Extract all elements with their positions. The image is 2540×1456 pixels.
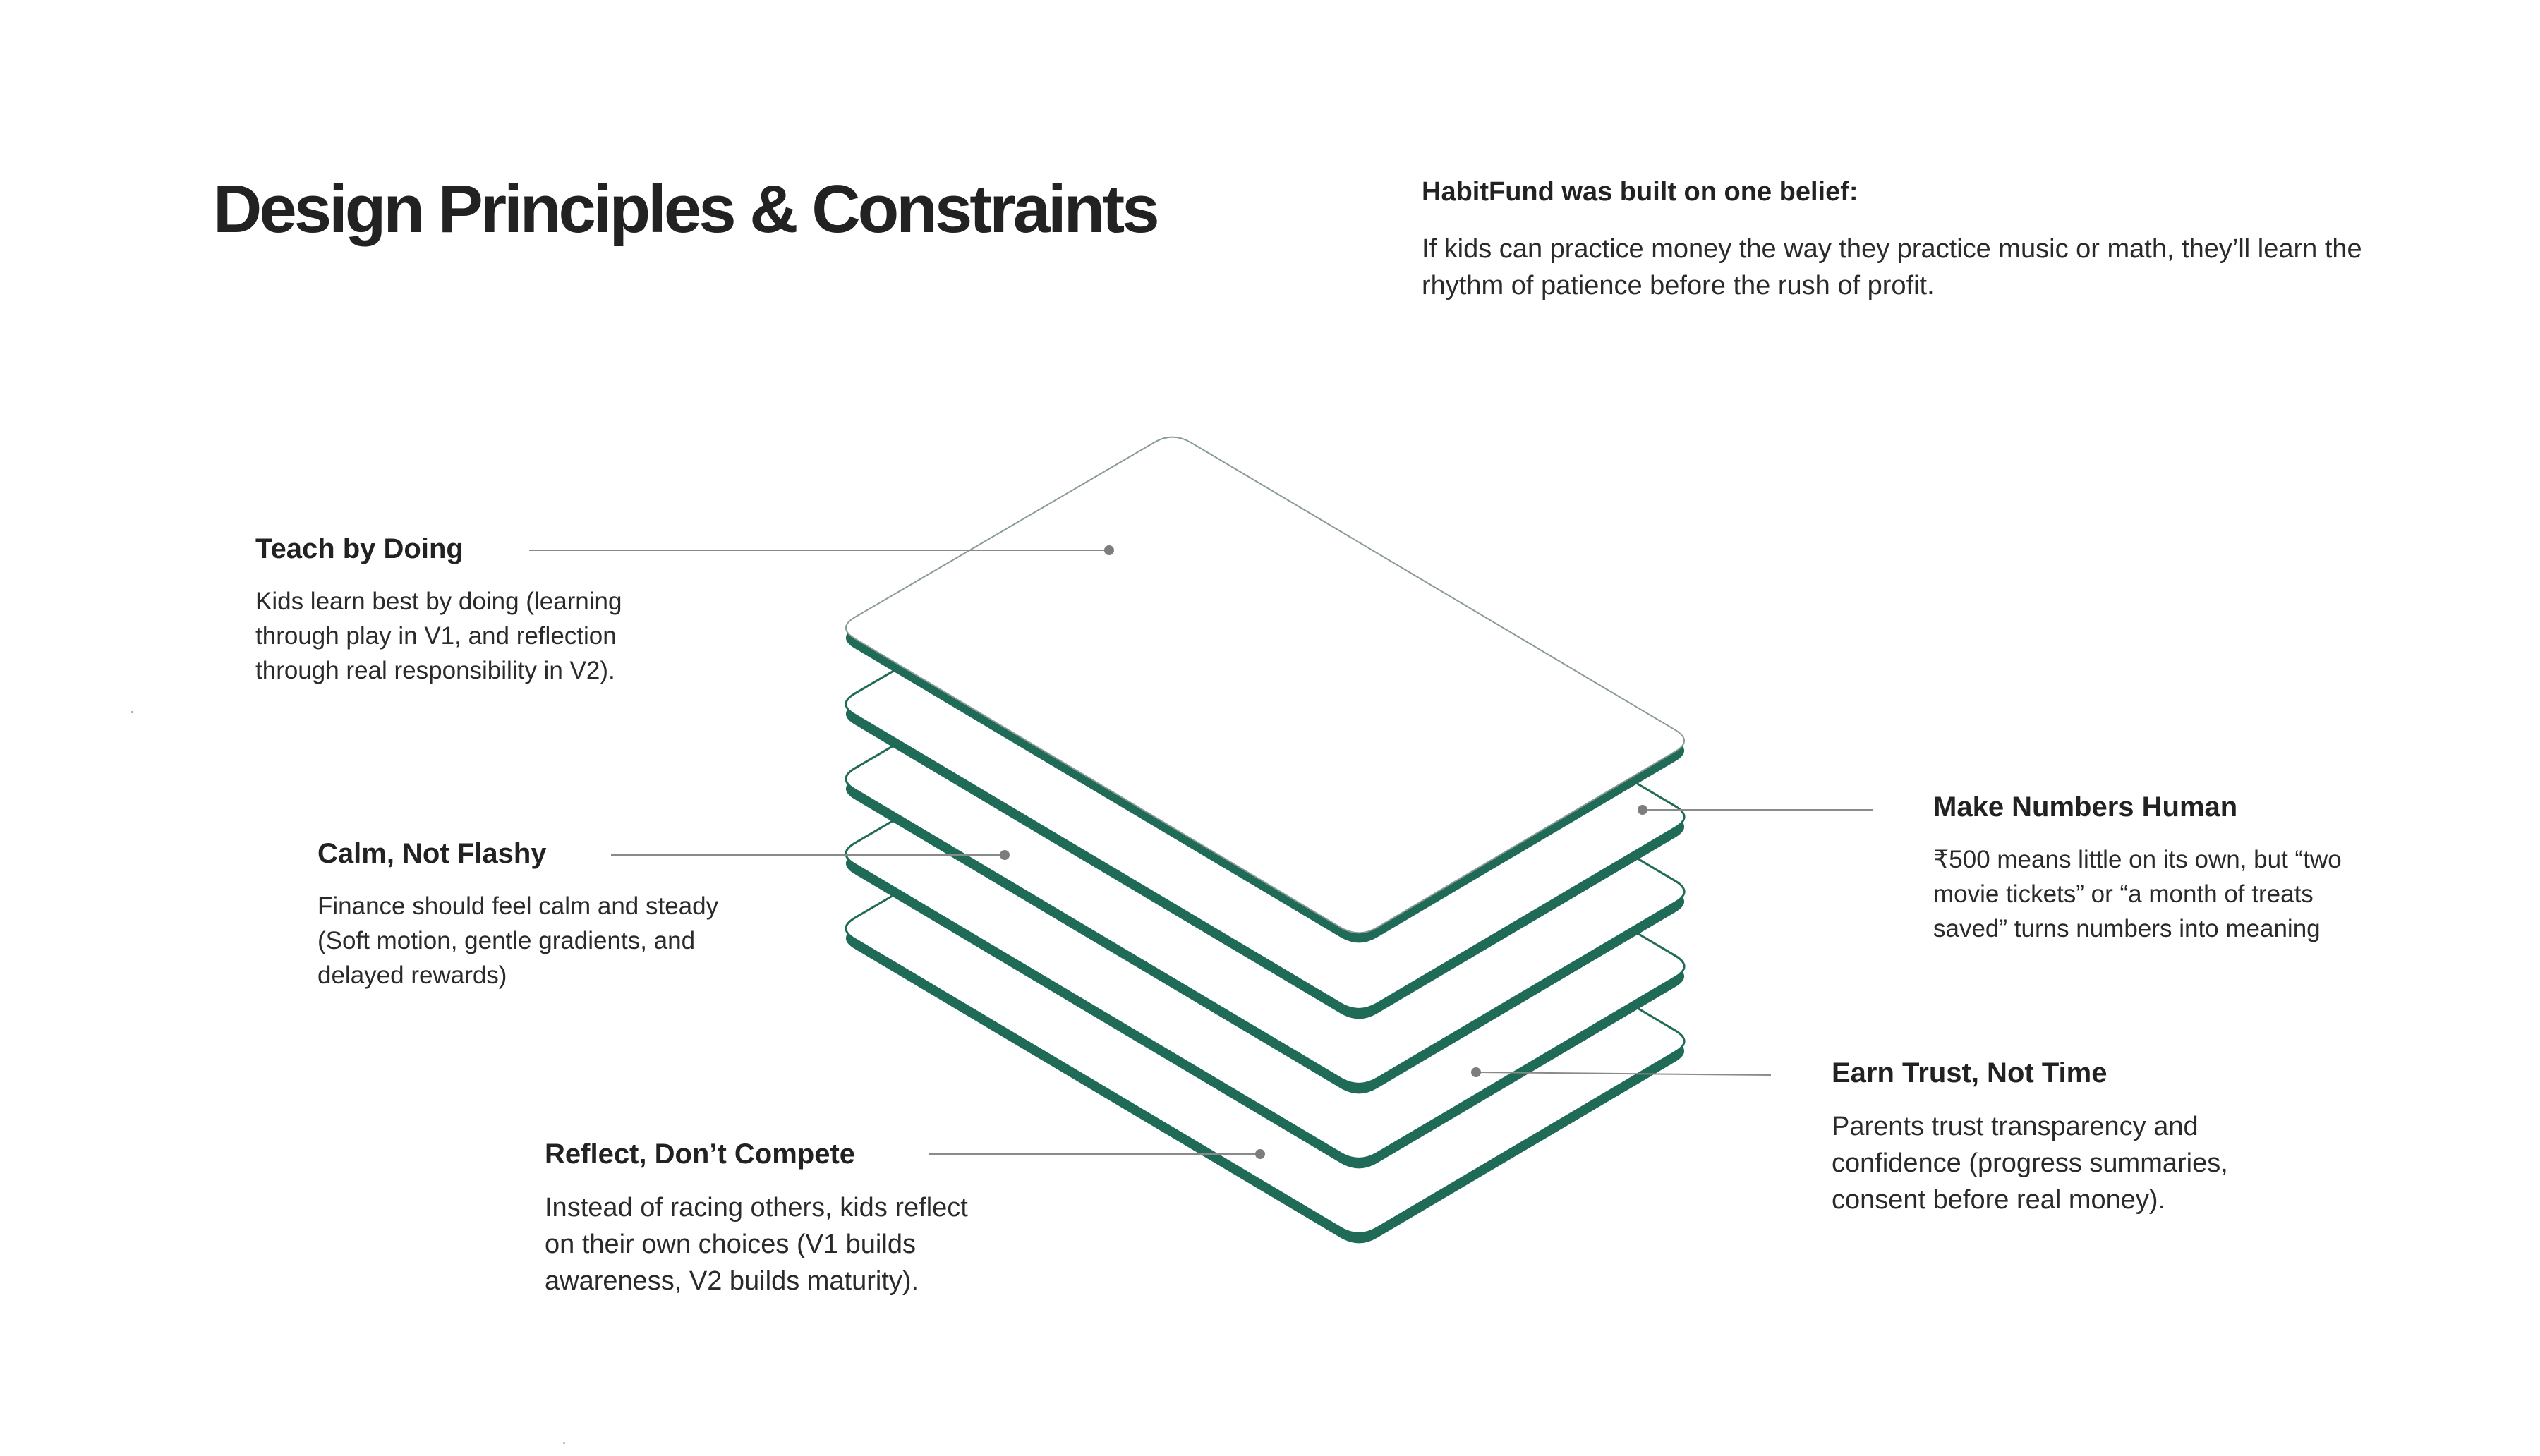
principle-description: Finance should feel calm and steady (Soft motion, gentle gradients, and delayed rewards) (318, 892, 719, 989)
principle-make-numbers-human (1933, 790, 2371, 946)
principle-title: Teach by Doing (255, 533, 464, 564)
anchor-dot (1638, 805, 1647, 815)
page-title: Design Principles & Constraints (213, 171, 1157, 247)
belief-heading: HabitFund was built on one belief: (1422, 177, 1858, 207)
principle-calm-not-flashy (318, 837, 727, 993)
principle-earn-trust-not-time (1832, 1056, 2283, 1218)
principle-description: Parents trust transparency and confidence (progress summaries, consent before real money). (1832, 1112, 2228, 1215)
principle-description: Kids learn best by doing (learning through play in V1, and reflection through real responsibility in V2). (255, 588, 622, 684)
principle-reflect-dont-compete (545, 1137, 996, 1299)
principle-title: Calm, Not Flashy (318, 838, 547, 869)
anchor-dot (1000, 850, 1010, 860)
belief-text: If kids can practice money the way they practice music or math, they’ll learn the rhythm of patience before the rush of profit. (1422, 234, 2362, 301)
decorative-speck (563, 1442, 565, 1444)
principle-description: Instead of racing others, kids reflect on their own choices (V1 builds awareness, V2 builds maturity). (545, 1193, 968, 1296)
principle-teach-by-doing (255, 532, 679, 688)
anchor-dot (1255, 1149, 1265, 1159)
decorative-speck (131, 711, 133, 713)
anchor-dot (1471, 1067, 1481, 1077)
principle-description: ₹500 means little on its own, but “two movie tickets” or “a month of treats saved” turns numbers into meaning (1933, 846, 2342, 942)
principle-title: Reflect, Don’t Compete (545, 1139, 856, 1170)
anchor-dot (1104, 545, 1114, 555)
principle-title: Earn Trust, Not Time (1832, 1057, 2107, 1088)
principle-title: Make Numbers Human (1933, 791, 2238, 823)
